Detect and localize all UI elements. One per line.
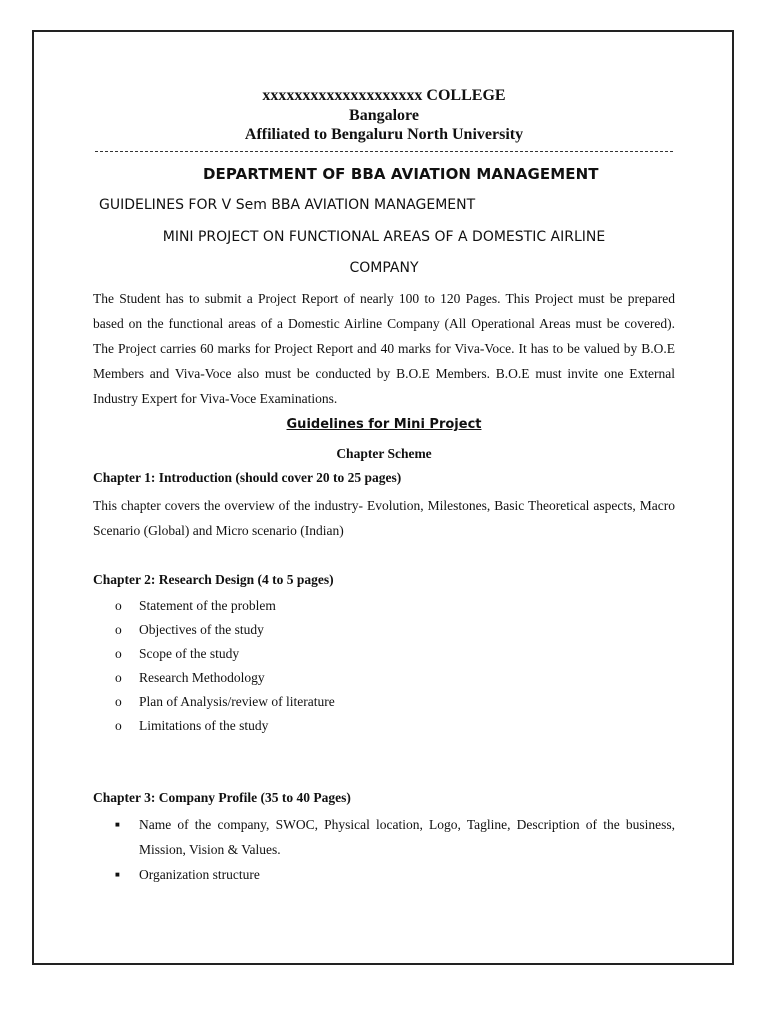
college-city: Bangalore: [349, 107, 419, 124]
guidelines-title-line-2: MINI PROJECT ON FUNCTIONAL AREAS OF A DOMESTIC AIRLINE: [162, 229, 606, 245]
chapter-2-list: [115, 594, 335, 738]
bullet-square-icon: ■: [115, 820, 120, 829]
list-item: ■ Organization structure: [115, 862, 675, 887]
bullet-circle-icon: o: [115, 670, 122, 685]
chapter-1-text: This chapter covers the overview of the industry- Evolution, Milestones, Basic Theoretical aspects, Macro Scenario (Global) and Micro scenario (Indian): [93, 498, 675, 538]
department-title: DEPARTMENT OF BBA AVIATION MANAGEMENT: [203, 165, 599, 183]
guidelines-title-line-3: COMPANY: [349, 260, 419, 276]
chapter-3-list: [115, 812, 675, 887]
bullet-circle-icon: o: [115, 598, 122, 613]
bullet-square-icon: ■: [115, 870, 120, 879]
list-item: o Research Methodology: [115, 666, 335, 690]
chapter-3-title: Chapter 3: Company Profile (35 to 40 Pages): [93, 790, 351, 805]
guidelines-title-line-1: GUIDELINES FOR V Sem BBA AVIATION MANAGEMENT: [99, 197, 476, 213]
mini-project-heading: Guidelines for Mini Project: [286, 417, 482, 432]
list-item: o Objectives of the study: [115, 618, 335, 642]
list-item: o Limitations of the study: [115, 714, 335, 738]
list-item: o Scope of the study: [115, 642, 335, 666]
list-item: o Statement of the problem: [115, 594, 335, 618]
college-affiliation: Affiliated to Bengaluru North University: [244, 126, 524, 143]
chapter-2-title: Chapter 2: Research Design (4 to 5 pages): [93, 572, 334, 587]
list-item: ■ Name of the company, SWOC, Physical location, Logo, Tagline, Description of the business, Mission, Vision & Values.: [115, 812, 675, 862]
bullet-circle-icon: o: [115, 694, 122, 709]
header-divider: [95, 151, 673, 152]
bullet-circle-icon: o: [115, 622, 122, 637]
list-item: o Plan of Analysis/review of literature: [115, 690, 335, 714]
bullet-circle-icon: o: [115, 718, 122, 733]
chapter-1-title: Chapter 1: Introduction (should cover 20 to 25 pages): [93, 470, 402, 485]
bullet-circle-icon: o: [115, 646, 122, 661]
intro-paragraph: The Student has to submit a Project Report of nearly 100 to 120 Pages. This Project must be prepared based on the functional areas of a Domestic Airline Company (All Operational Areas must be covered). The Project carries 60 marks for Project Report and 40 marks for Viva-Voce. It has to be valued by B.O.E Members and Viva-Voce also must be conducted by B.O.E Members. B.O.E must invite one External Industry Expert for Viva-Voce Examinations.: [93, 291, 675, 406]
college-name: xxxxxxxxxxxxxxxxxxxx COLLEGE: [262, 87, 506, 104]
chapter-scheme-heading: Chapter Scheme: [336, 446, 432, 461]
